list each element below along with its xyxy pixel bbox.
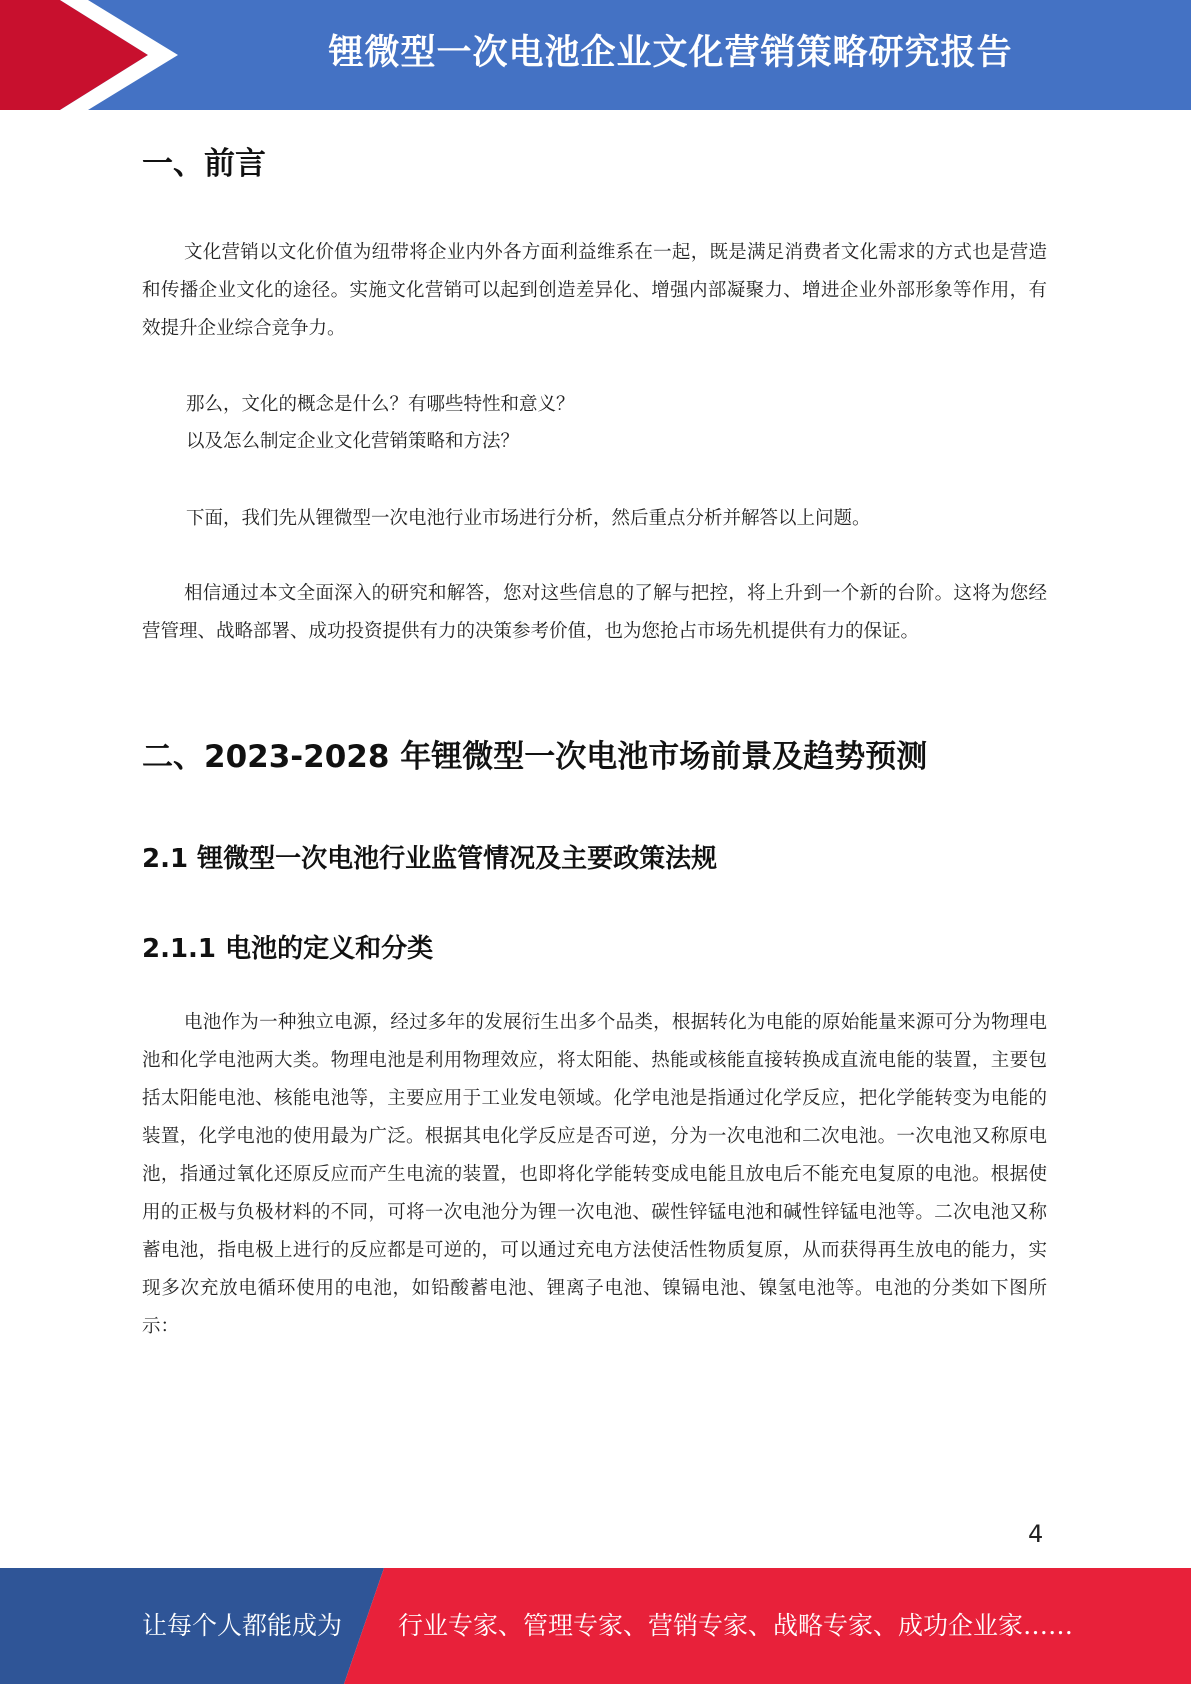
section-heading-market-outlook: 二、2023-2028 年锂微型一次电池市场前景及趋势预测 xyxy=(142,739,928,775)
section-heading-preface: 一、前言 xyxy=(142,146,266,182)
preface-paragraph-1: 文化营销以文化价值为纽带将企业内外各方面利益维系在一起，既是满足消费者文化需求的方式也是营造和传播企业文化的途径。实施文化营销可以起到创造差异化、增强内部凝聚力、增进企业外部形象等作用，有效提升企业综合竞争力。 xyxy=(142,242,1047,339)
page-footer xyxy=(0,1568,1191,1684)
footer-slogan-right: 行业专家、管理专家、营销专家、战略专家、成功企业家…… xyxy=(398,1611,1074,1640)
report-title: 锂微型一次电池企业文化营销策略研究报告 xyxy=(328,33,1013,73)
preface-paragraph-3: 相信通过本文全面深入的研究和解答，您对这些信息的了解与把控，将上升到一个新的台阶。这将为您经营管理、战略部署、成功投资提供有力的决策参考价值，也为您抢占市场先机提供有力的保证。 xyxy=(142,583,1047,642)
battery-definition-paragraph: 电池作为一种独立电源，经过多年的发展衍生出多个品类，根据转化为电能的原始能量来源可分为物理电池和化学电池两大类。物理电池是利用物理效应，将太阳能、热能或核能直接转换成直流电能的装置，主要包括太阳能电池、核能电池等，主要应用于工业发电领域。化学电池是指通过化学反应，把化学能转变为电能的装置，化学电池的使用最为广泛。根据其电化学反应是否可逆，分为一次电池和二次电池。一次电池又称原电池，指通过氧化还原反应而产生电流的装置，也即将化学能转变成电能且放电后不能充电复原的电池。根据使用的正极与负极材料的不同，可将一次电池分为锂一次电池、碳性锌锰电池和碱性锌锰电池等。二次电池又称蓄电池，指电极上进行的反应都是可逆的，可以通过充电方法使活性物质复原，从而获得再生放电的能力，实现多次充放电循环使用的电池，如铅酸蓄电池、锂离子电池、镍镉电池、镍氢电池等。电池的分类如下图所示： xyxy=(142,1012,1047,1337)
preface-question-1: 那么，文化的概念是什么？有哪些特性和意义？ xyxy=(186,394,575,415)
page-header xyxy=(0,0,1191,110)
subsection-heading-battery-definition: 2.1.1 电池的定义和分类 xyxy=(142,934,434,964)
preface-question-2: 以及怎么制定企业文化营销策略和方法？ xyxy=(186,431,520,452)
footer-slogan-left: 让每个人都能成为 xyxy=(142,1611,343,1640)
page-number: 4 xyxy=(1028,1520,1044,1548)
subsection-heading-regulation: 2.1 锂微型一次电池行业监管情况及主要政策法规 xyxy=(142,844,718,874)
preface-paragraph-2: 下面，我们先从锂微型一次电池行业市场进行分析，然后重点分析并解答以上问题。 xyxy=(186,508,871,529)
